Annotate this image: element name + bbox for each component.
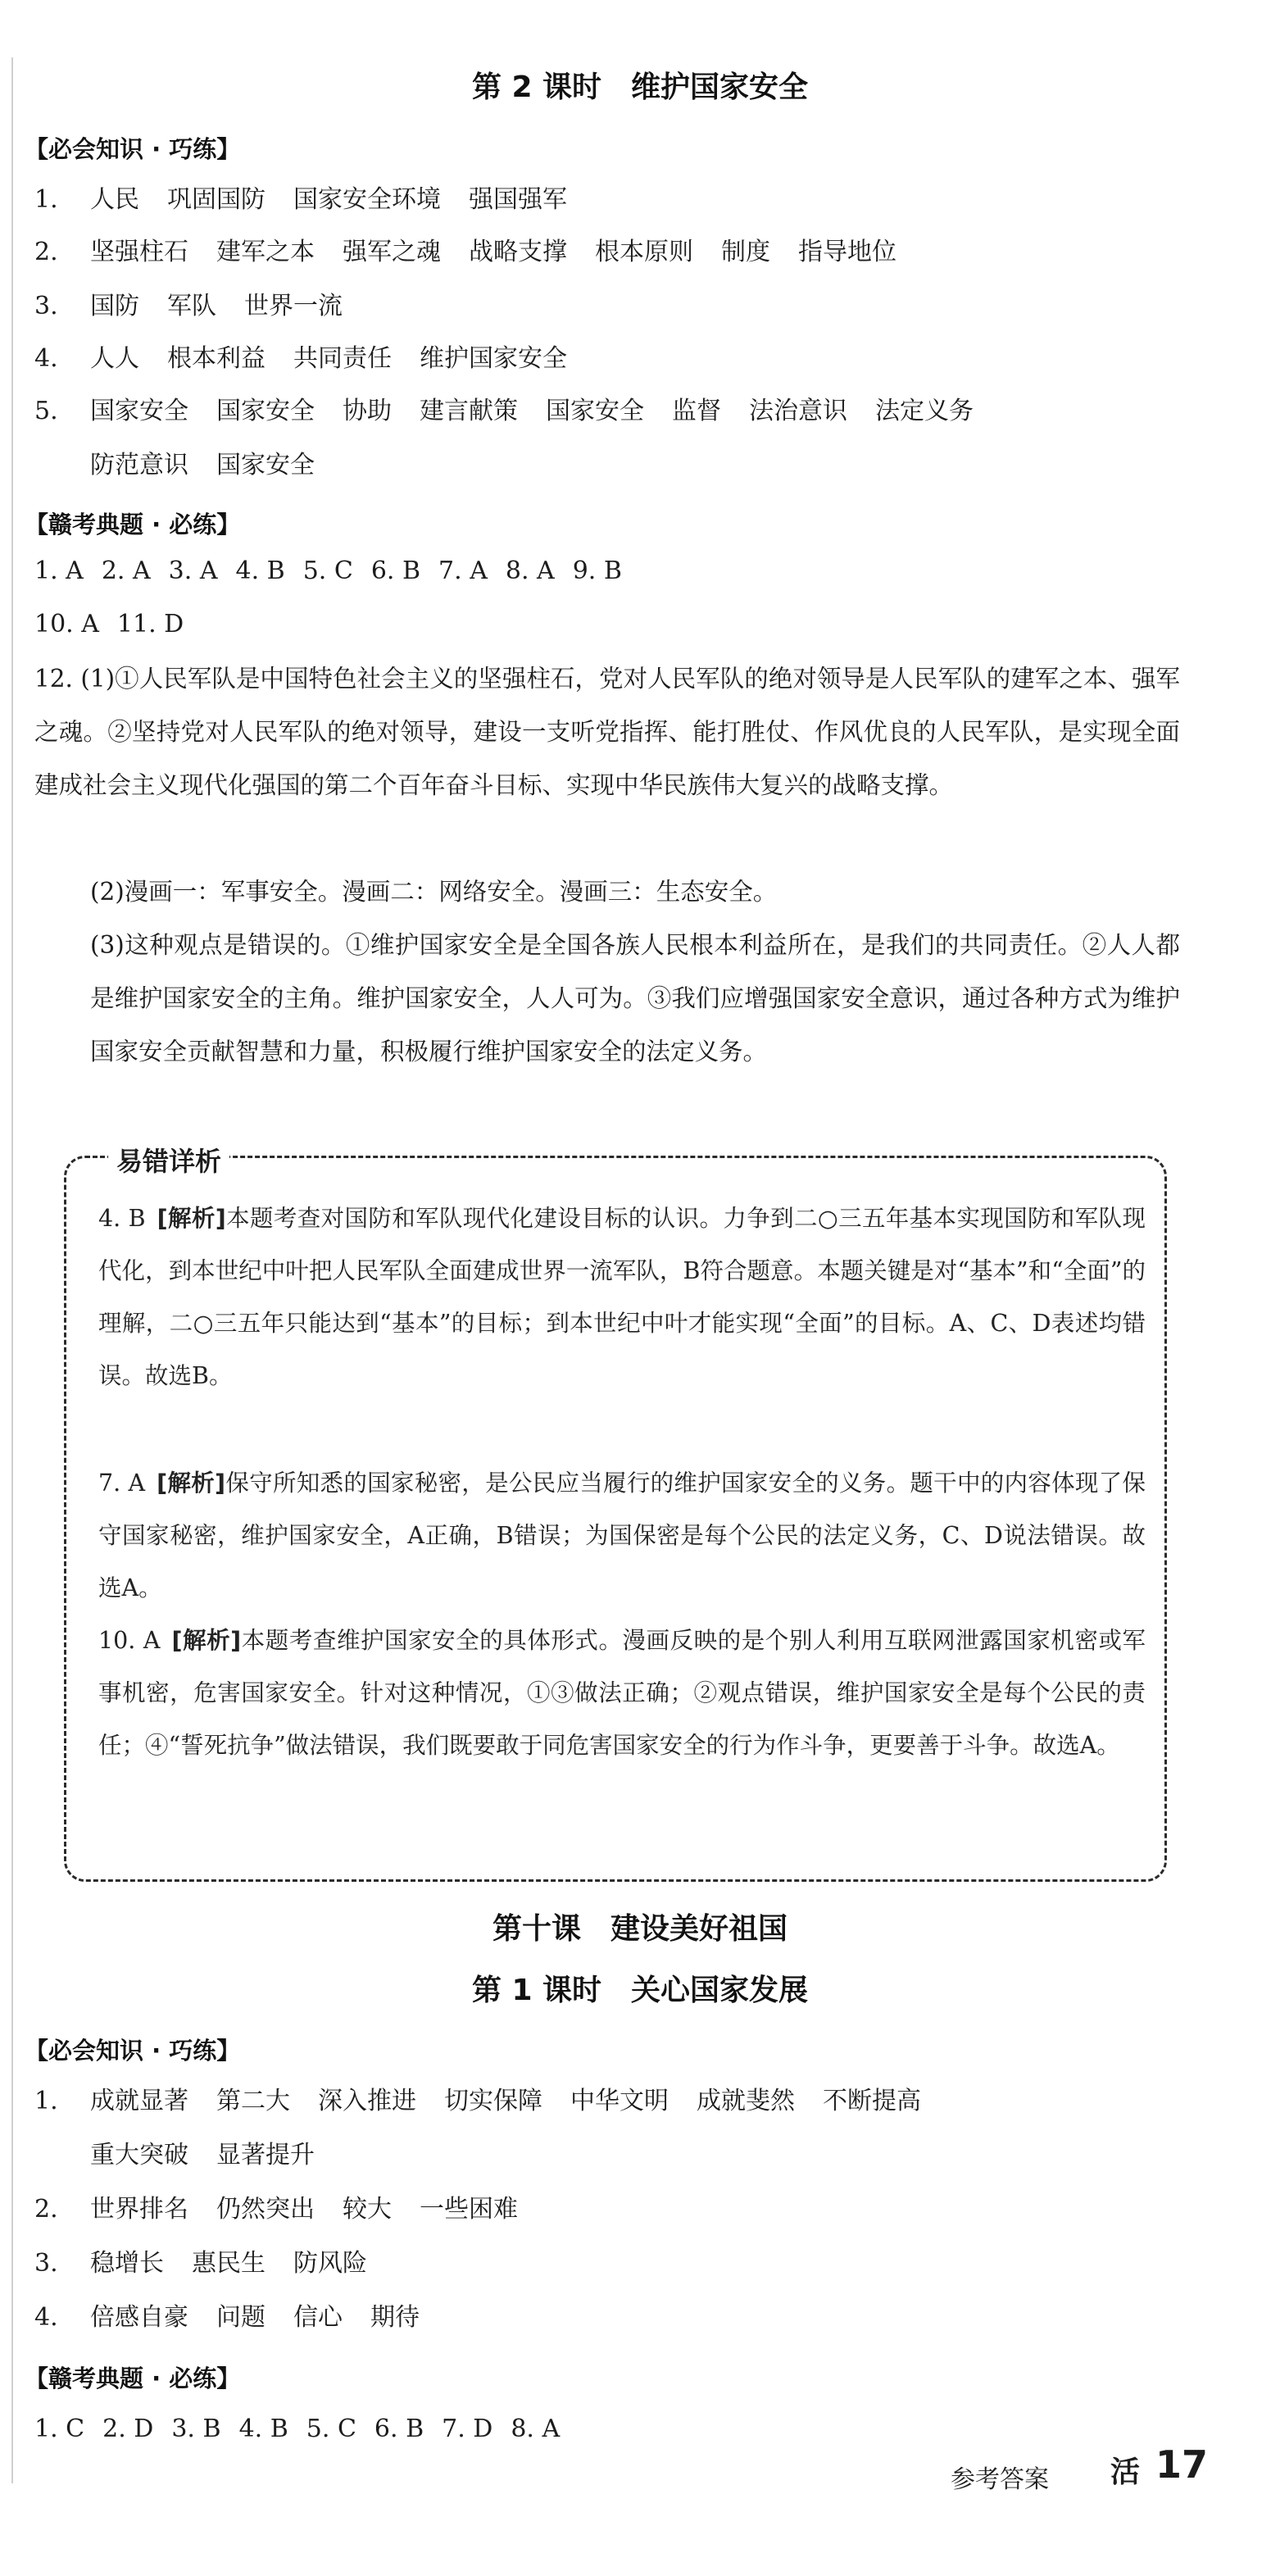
analysis-item: 10. A [解析]本题考查维护国家安全的具体形式。漫画反映的是个别人利用互联网泄露国家机密或军事机密，危害国家安全。针对这种情况，①③做法正确；②观点错误，维护国家安全是每个公民的责任；④“誓死抗争”做法错误，我们既要敢于同危害国家安全的行为作斗争，更要善于斗争。故选A。 xyxy=(98,1627,1146,1759)
item-words: 重大突破 显著提升 xyxy=(90,2141,315,2169)
item-words: 坚强柱石 建军之本 强军之魂 战略支撑 根本原则 制度 指导地位 xyxy=(90,238,896,266)
item-number: 2. xyxy=(34,238,58,266)
item-words: 稳增长 惠民生 防风险 xyxy=(90,2249,367,2278)
mcq-answers-row: 10. A 11. D xyxy=(34,610,184,638)
item-words: 国家安全 国家安全 协助 建言献策 国家安全 监督 法治意识 法定义务 xyxy=(90,397,974,425)
section-heading-exam-2: 【赣考典题 · 必练】 xyxy=(25,2365,241,2392)
item-words: 人人 根本利益 共同责任 维护国家安全 xyxy=(90,344,567,373)
item-number: 1. xyxy=(34,185,58,214)
item-number: 3. xyxy=(34,2249,58,2278)
footer-brand-mark: 活 xyxy=(1110,2456,1141,2489)
answer-paragraph: (3)这种观点是错误的。①维护国家安全是全国各族人民根本利益所在，是我们的共同责任。②人人都是维护国家安全的主角。维护国家安全，人人可为。③我们应增强国家安全意识，通过各种方式为维护国家安全贡献智慧和力量，积极履行维护国家安全的法定义务。 xyxy=(90,931,1180,1065)
mcq-answers-row: 1. A 2. A 3. A 4. B 5. C 6. B 7. A 8. A 9. B xyxy=(34,557,622,585)
analysis-item: 7. A [解析]保守所知悉的国家秘密，是公民应当履行的维护国家安全的义务。题干中的内容体现了保守国家秘密，维护国家安全，A正确，B错误；为国保密是每个公民的法定义务，C、D说法错误。故选A。 xyxy=(98,1470,1146,1601)
item-number: 1. xyxy=(34,2087,58,2115)
section-heading-knowledge: 【必会知识 · 巧练】 xyxy=(25,135,241,163)
page-number: 17 xyxy=(1155,2442,1209,2487)
mcq-answers-row: 1. C 2. D 3. B 4. B 5. C 6. B 7. D 8. A xyxy=(34,2415,561,2443)
item-words: 倍感自豪 问题 信心 期待 xyxy=(90,2303,420,2332)
analysis-item: 4. B [解析]本题考查对国防和军队现代化建设目标的认识。力争到二○三五年基本实现国防和军队现代化，到本世纪中叶把人民军队全面建成世界一流军队，B符合题意。本题关键是对“基本”和“全面”的理解，二○三五年只能达到“基本”的目标；到本世纪中叶才能实现“全面”的目标。A、C、D表述均错误。故选B。 xyxy=(98,1205,1146,1389)
answer-paragraph: 12. (1)①人民军队是中国特色社会主义的坚强柱石，党对人民军队的绝对领导是人民军队的建军之本、强军之魂。②坚持党对人民军队的绝对领导，建设一支听党指挥、能打胜仗、作风优良的人民军队，是实现全面建成社会主义现代化强国的第二个百年奋斗目标、实现中华民族伟大复兴的战略支撑。 xyxy=(34,665,1180,799)
item-words: 人民 巩固国防 国家安全环境 强国强军 xyxy=(90,185,567,214)
item-number: 3. xyxy=(34,292,58,320)
item-number: 5. xyxy=(34,397,58,425)
item-number: 4. xyxy=(34,2303,58,2332)
error-analysis-title: 易错详析 xyxy=(108,1141,229,1179)
left-margin-rule xyxy=(11,57,13,2483)
section-heading-knowledge-2: 【必会知识 · 巧练】 xyxy=(25,2037,241,2065)
answer-paragraph: (2)漫画一：军事安全。漫画二：网络安全。漫画三：生态安全。 xyxy=(90,878,778,906)
item-words: 防范意识 国家安全 xyxy=(90,451,315,479)
item-words: 成就显著 第二大 深入推进 切实保障 中华文明 成就斐然 不断提高 xyxy=(90,2087,921,2115)
unit-title: 第十课 建设美好祖国 xyxy=(492,1912,788,1946)
lesson-title: 第 2 课时 维护国家安全 xyxy=(471,70,809,104)
footer-label: 参考答案 xyxy=(951,2465,1049,2494)
item-number: 4. xyxy=(34,344,58,373)
item-words: 世界排名 仍然突出 较大 一些困难 xyxy=(90,2195,518,2224)
item-number: 2. xyxy=(34,2195,58,2224)
lesson-title-2: 第 1 课时 关心国家发展 xyxy=(471,1974,809,2007)
section-heading-exam: 【赣考典题 · 必练】 xyxy=(25,511,241,538)
item-words: 国防 军队 世界一流 xyxy=(90,292,343,320)
